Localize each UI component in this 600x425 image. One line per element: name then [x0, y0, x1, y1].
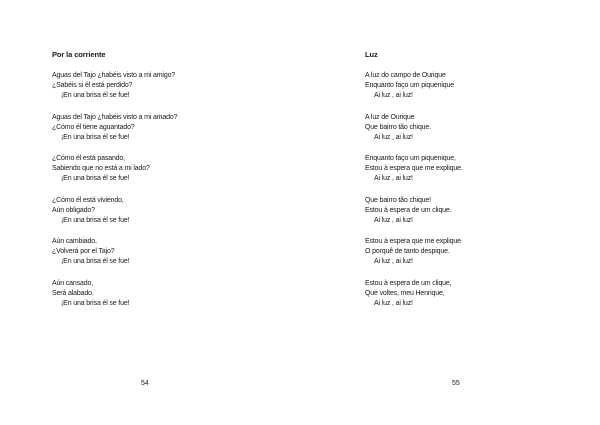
- refrain-line: ¡En una brisa él se fue!: [61, 299, 130, 307]
- refrain-line: ¡En una brisa él se fue!: [61, 92, 130, 99]
- poem-title: Por la corriente: [52, 50, 106, 59]
- refrain-line: Ai luz , ai luz!: [374, 133, 413, 141]
- verse-line: Estou à espera de um clique.: [365, 206, 452, 214]
- refrain-line: ¡En una brisa él se fue!: [61, 133, 130, 141]
- poem-luz: [365, 50, 595, 320]
- verse-line: ¿Cómo él está viviendo,: [52, 196, 124, 204]
- verse-line: Aguas del Tajo ¿habéis visto a mi amigo?: [52, 72, 176, 79]
- page-number: 55: [452, 380, 460, 387]
- verse-line: ¿Volverá por el Tajo?: [52, 248, 115, 255]
- refrain-line: Ai luz , ai luz!: [374, 299, 413, 307]
- verse-line: ¿Cómo él tiene aguantado?: [52, 123, 135, 131]
- stanza: [365, 71, 595, 101]
- page-number: 54: [141, 380, 149, 387]
- verse-line: Aguas del Tajo ¿habéis visto a mi amado?: [52, 113, 178, 121]
- stanza: [52, 154, 282, 184]
- stanza: [365, 237, 595, 267]
- refrain-line: Ai luz , ai luz!: [374, 216, 413, 224]
- right-page: [300, 0, 600, 425]
- verse-line: Que bairro tão chique.: [365, 123, 431, 131]
- poem-title: Luz: [365, 50, 378, 59]
- verse-line: O porquê de tanto despique.: [365, 248, 450, 255]
- stanza: [365, 196, 595, 226]
- verse-line: Estou à espera que me explique: [365, 238, 461, 245]
- verse-line: Que voltes, meu Henrique,: [365, 289, 445, 297]
- refrain-line: Ai luz , ai luz!: [374, 175, 413, 182]
- verse-line: ¿Cómo él está pasando,: [52, 155, 125, 162]
- verse-line: Que bairro tão chique!: [365, 196, 431, 204]
- verse-line: Estou à espera de um clique,: [365, 279, 452, 287]
- stanza: [365, 154, 595, 184]
- verse-line: Sabiendo que no está a mi lado?: [52, 165, 150, 172]
- stanza: [365, 279, 595, 309]
- verse-line: Será alabado.: [52, 289, 94, 297]
- verse-line: Enquanto faço um piquenique: [365, 82, 454, 89]
- stanza: [52, 279, 282, 309]
- refrain-line: ¡En una brisa él se fue!: [61, 175, 130, 182]
- stanza: [52, 196, 282, 226]
- refrain-line: ¡En una brisa él se fue!: [61, 216, 130, 224]
- stanza: [365, 113, 595, 143]
- verse-line: A luz do campo de Ourique: [365, 72, 446, 79]
- verse-line: Estou à espera que me explique.: [365, 165, 463, 172]
- stanza: [52, 237, 282, 267]
- stanza: [52, 71, 282, 101]
- refrain-line: Ai luz , ai luz!: [374, 258, 413, 265]
- verse-line: Aún obligado?: [52, 206, 95, 214]
- verse-line: Aún cansado,: [52, 279, 94, 287]
- stanza: [52, 113, 282, 143]
- verse-line: Enquanto faço um piquenique,: [365, 155, 456, 162]
- verse-line: ¿Sabéis si él está perdido?: [52, 82, 133, 89]
- verse-line: A luz de Ourique: [365, 113, 415, 121]
- poem-por-la-corriente: [52, 50, 282, 320]
- verse-line: Aún cambiado,: [52, 238, 97, 245]
- refrain-line: Ai luz , ai luz!: [374, 92, 413, 99]
- refrain-line: ¡En una brisa él se fue!: [61, 258, 130, 265]
